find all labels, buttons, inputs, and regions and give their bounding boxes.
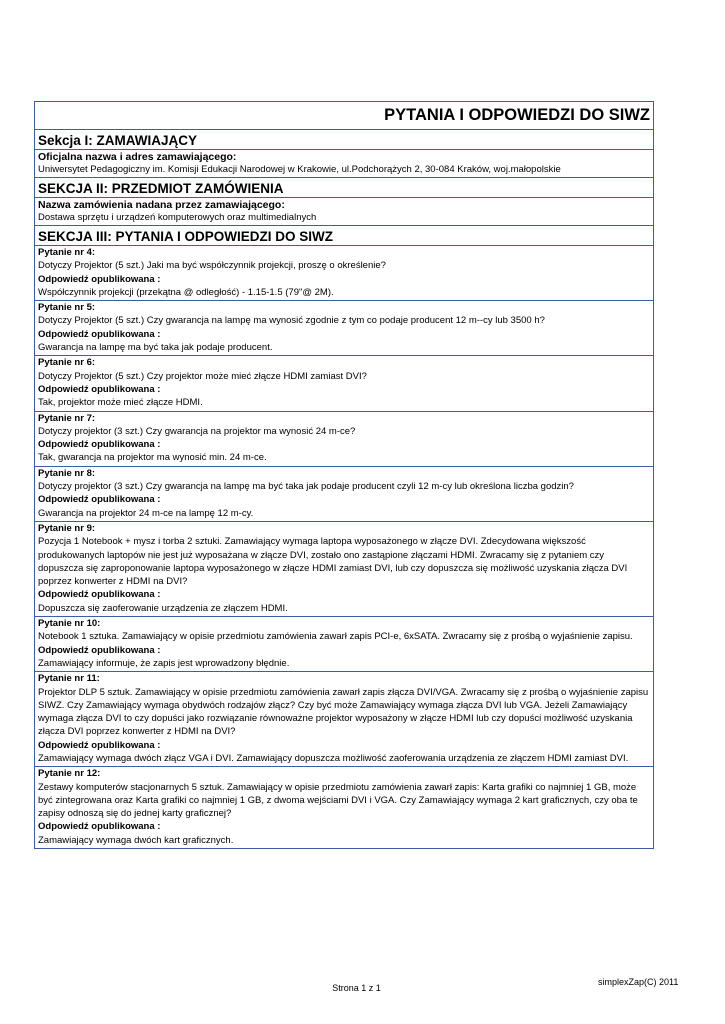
question-text: Dotyczy Projektor (5 szt.) Czy projektor może mieć złącze HDMI zamiast DVI? [38, 370, 367, 382]
answer-text: Gwarancja na lampę ma być taka jak podaje producent. [38, 342, 273, 354]
qa-item [35, 522, 653, 617]
question-text: Dotyczy projektor (3 szt.) Czy gwarancja na lampę ma być taka jak podaje producent czyli 12 m-cy lub określona liczba godzin? [38, 481, 574, 493]
answer-text: Zamawiający informuje, że zapis jest wprowadzony błędnie. [38, 657, 290, 669]
section-1-field [35, 150, 653, 178]
answer-label: Odpowiedź opublikowana : [38, 821, 161, 833]
answer-label: Odpowiedź opublikowana : [38, 644, 161, 656]
question-text: Notebook 1 sztuka. Zamawiający w opisie przedmiotu zamówienia zawarł zapis PCI-e, 6xSATA. Zwracamy się z prośbą o wyjaśnienie zapisu. [38, 631, 633, 643]
answer-label: Odpowiedź opublikowana : [38, 494, 161, 506]
footer-brand: simplexZap(C) 2011 [598, 977, 679, 987]
question-label: Pytanie nr 5: [38, 302, 96, 314]
question-text: Zestawy komputerów stacjonarnych 5 sztuk. Zamawiający w opisie przedmiotu zamówienia zawarł zapis: Karta grafiki co najmniej 1 GB, może być zintegrowana oraz Karta grafiki co najmniej 1 GB, z dwoma wejściami DVI i VGA. Czy Zamawiający wymaga 2 kart graficznych, czy oba te zapisy odnoszą się do jednej karty graficznej? [38, 781, 638, 820]
question-label: Pytanie nr 4: [38, 247, 96, 258]
question-text: Dotyczy Projektor (5 szt.) Jaki ma być współczynnik projekcji, proszę o określenie? [38, 260, 386, 272]
answer-label: Odpowiedź opublikowana : [38, 739, 161, 751]
answer-text: Dopuszcza się zaoferowanie urządzenia ze złączem HDMI. [38, 602, 288, 614]
answer-label: Odpowiedź opublikowana : [38, 273, 161, 285]
section-1-heading: Sekcja I: ZAMAWIAJĄCY [35, 130, 653, 150]
question-label: Pytanie nr 8: [38, 467, 96, 479]
question-text: Pozycja 1 Notebook + mysz i torba 2 sztuki. Zamawiający wymaga laptopa wyposażonego w złącze DVI. Zdecydowana większość produkowanych laptopów nie jest już wyposażana w złącze DVI, zostało ono zastąpione złączami HDMI. Zwracamy się z pytaniem czy dopuszcza się zaproponowanie laptopa wyposażonego w złącze HDMI zamiast DVI, lub czy dopuszcza się możliwość uzyskania złącza DVI poprzez konwerter z HDMI na DVI? [38, 536, 628, 588]
question-label: Pytanie nr 7: [38, 412, 96, 424]
answer-text: Współczynnik projekcji (przekątna @ odległość) - 1.15-1.5 (79"@ 2M). [38, 286, 334, 298]
answer-label: Odpowiedź opublikowana : [38, 589, 161, 601]
question-label: Pytanie nr 10: [38, 618, 101, 630]
question-text: Projektor DLP 5 sztuk. Zamawiający w opisie przedmiotu zamówienia zawarł zapis złącza DVI/VGA. Zwracamy się z prośbą o wyjaśnienie zapisu SIWZ. Czy Zamawiający wymaga obydwóch rodzajów złącz? Czy być może Zamawiający wymaga złącza DVI lub VGA. Jeżeli Zamawiający wymaga złącza DVI to czy dopuści jako rozwiązanie równoważne projektor wyposażony w złącze HDMI lub czy dopuści możliwość uzyskania złącza DVI poprzez konwerter z HDMI na DVI? [38, 686, 649, 738]
answer-label: Odpowiedź opublikowana : [38, 383, 161, 395]
section-1-label: Oficjalna nazwa i adres zamawiającego: [38, 151, 237, 163]
answer-text: Gwarancja na projektor 24 m-ce na lampę 12 m-cy. [38, 507, 254, 519]
answer-text: Tak, projektor może mieć złącze HDMI. [38, 397, 203, 409]
qa-item [35, 767, 653, 848]
question-text: Dotyczy Projektor (5 szt.) Czy gwarancja na lampę ma wynosić zgodnie z tym co podaje producent 12 m--cy lub 3500 h? [38, 315, 545, 327]
question-text: Dotyczy projektor (3 szt.) Czy gwarancja na projektor ma wynosić 24 m-ce? [38, 425, 356, 437]
section-3-heading: SEKCJA III: PYTANIA I ODPOWIEDZI DO SIWZ [35, 226, 653, 246]
answer-text: Zamawiający wymaga dwóch kart graficznych. [38, 834, 234, 846]
section-1-value: Uniwersytet Pedagogiczny im. Komisji Edukacji Narodowej w Krakowie, ul.Podchorążych 2, 30-084 Kraków, woj.małopolskie [38, 164, 561, 175]
section-2-heading: SEKCJA II: PRZEDMIOT ZAMÓWIENIA [35, 178, 653, 198]
page-number: Strona 1 z 1 [332, 983, 381, 993]
page-title: PYTANIA I ODPOWIEDZI DO SIWZ [35, 102, 653, 130]
qa-item [35, 672, 653, 767]
section-2-field [35, 198, 653, 226]
answer-text: Tak, gwarancja na projektor ma wynosić min. 24 m-ce. [38, 452, 267, 464]
question-label: Pytanie nr 6: [38, 357, 96, 369]
section-2-value: Dostawa sprzętu i urządzeń komputerowych oraz multimedialnych [38, 212, 317, 223]
qa-item [35, 356, 653, 411]
question-label: Pytanie nr 11: [38, 673, 100, 685]
question-label: Pytanie nr 12: [38, 768, 101, 780]
qa-item [35, 467, 653, 522]
qa-item [35, 617, 653, 672]
qa-item [35, 246, 653, 301]
answer-label: Odpowiedź opublikowana : [38, 328, 161, 340]
answer-text: Zamawiający wymaga dwóch złącz VGA i DVI. Zamawiający dopuszcza możliwość zaoferowania urządzenia ze złączem HDMI zamiast DVI. [38, 752, 629, 764]
answer-label: Odpowiedź opublikowana : [38, 439, 161, 451]
document-frame [34, 101, 654, 849]
section-2-label: Nazwa zamówienia nadana przez zamawiającego: [38, 199, 285, 211]
qa-item [35, 412, 653, 467]
question-label: Pytanie nr 9: [38, 522, 96, 534]
qa-item [35, 301, 653, 356]
